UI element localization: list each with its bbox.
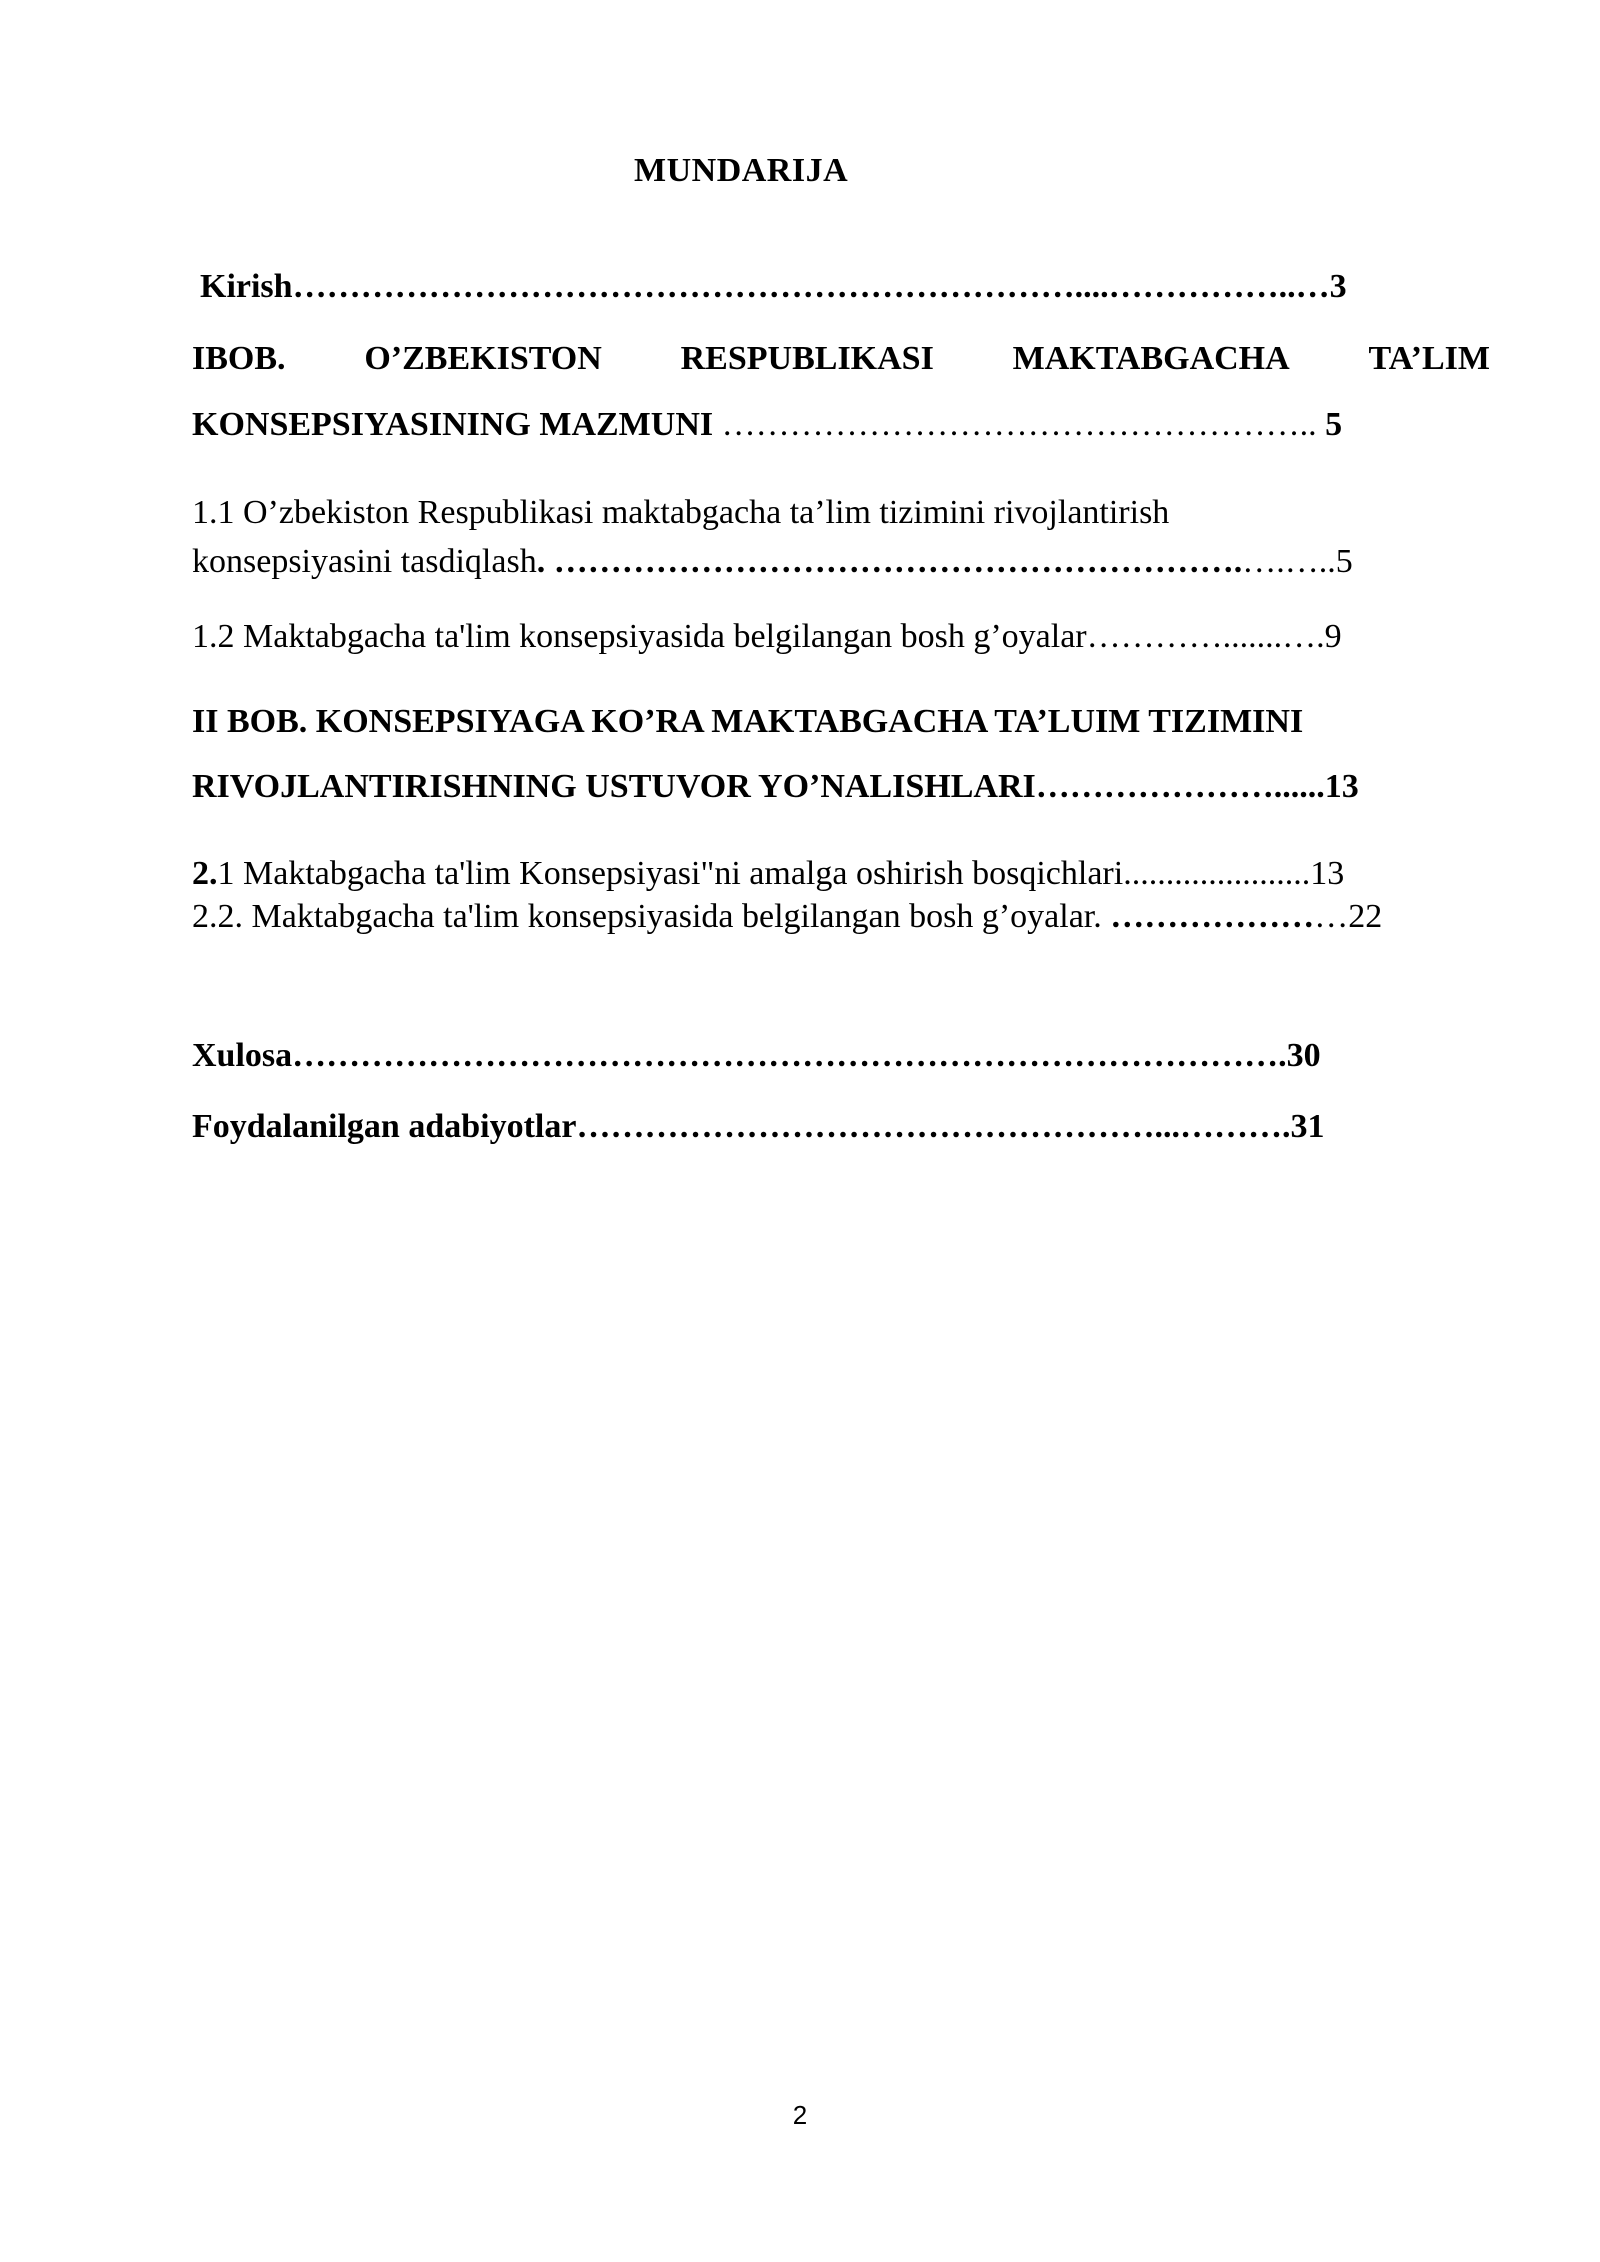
toc-entry-xulosa [192, 1037, 1321, 1075]
chapter-1-word: RESPUBLIKASI [680, 340, 934, 377]
toc-chapter-1-heading [192, 340, 1490, 378]
toc-page-number: 31 [1290, 1108, 1325, 1145]
toc-label: 1.2 Maktabgacha ta'lim konsepsiyasida belgilangan bosh g’oyalar [192, 618, 1087, 655]
toc-section-2-2 [192, 898, 1382, 936]
toc-leader-dots: …………………...... [1035, 768, 1325, 805]
toc-page-number: 13 [1324, 768, 1359, 805]
toc-section-1-1-line-2 [192, 543, 1353, 581]
toc-section-2-1 [192, 855, 1344, 893]
toc-leader-dots: … [1314, 898, 1349, 935]
toc-label: konsepsiyasini tasdiqlash [192, 543, 537, 580]
toc-page-number: 22 [1348, 898, 1383, 935]
toc-page-number: 3 [1329, 268, 1347, 305]
toc-label: 2.2. Maktabgacha ta'lim konsepsiyasida belgilangan bosh g’oyalar. [192, 898, 1111, 935]
toc-leader-dots: ……………………………………………...………. [576, 1108, 1291, 1145]
toc-label: Xulosa [192, 1037, 293, 1074]
toc-leader-dots: ….….. [1242, 543, 1336, 580]
toc-chapter-1-line-2 [192, 406, 1342, 444]
chapter-1-word: IBOB. [192, 340, 286, 377]
toc-chapter-2-line-1: II BOB. KONSEPSIYAGA KO’RA MAKTABGACHA TA’LUIM TIZIMINI [192, 703, 1304, 740]
toc-page-number: 5 [1325, 406, 1343, 443]
toc-label: Kirish [200, 268, 293, 305]
toc-page-number: 9 [1324, 618, 1342, 655]
toc-section-1-2 [192, 618, 1342, 656]
toc-section-1-1-line-1: 1.1 O’zbekiston Respublikasi maktabgacha ta’lim tizimini rivojlantirish [192, 494, 1170, 531]
toc-label: 1 Maktabgacha ta'lim Konsepsiyasi"ni amalga oshirish bosqichlari [217, 855, 1124, 892]
toc-page-number: 5 [1335, 543, 1353, 580]
toc-page-number: 13 [1310, 855, 1345, 892]
toc-label: KONSEPSIYASINING MAZMUNI [192, 406, 722, 443]
toc-entry-adabiyotlar [192, 1108, 1324, 1146]
toc-label: RIVOJLANTIRISHNING USTUVOR YO’NALISHLARI [192, 768, 1036, 805]
page-title: MUNDARIJA [634, 152, 849, 189]
page-number-footer: 2 [792, 2100, 808, 2130]
toc-section-number: 2. [192, 855, 218, 892]
chapter-1-word: MAKTABGACHA [1012, 340, 1290, 377]
toc-chapter-2-line-2 [192, 768, 1359, 806]
toc-leader-dots: . ……………………………………………………. [536, 543, 1243, 580]
toc-leader-dots: ……………………………………………………………………………. [292, 1037, 1287, 1074]
toc-leader-dots: ...................... [1123, 855, 1311, 892]
toc-leader-dots: …………………………………………….. [721, 406, 1326, 443]
toc-leader-dots: ………….......…. [1086, 618, 1325, 655]
toc-page-number: 30 [1286, 1037, 1321, 1074]
toc-label: Foydalanilgan adabiyotlar [192, 1108, 577, 1145]
toc-leader-dots: ……………………………………………………………....……………..… [292, 268, 1330, 305]
chapter-1-word: O’ZBEKISTON [364, 340, 602, 377]
toc-leader-dots: ……………… [1110, 898, 1315, 935]
chapter-1-word: TA’LIM [1368, 340, 1490, 377]
toc-entry-kirish [200, 268, 1347, 306]
